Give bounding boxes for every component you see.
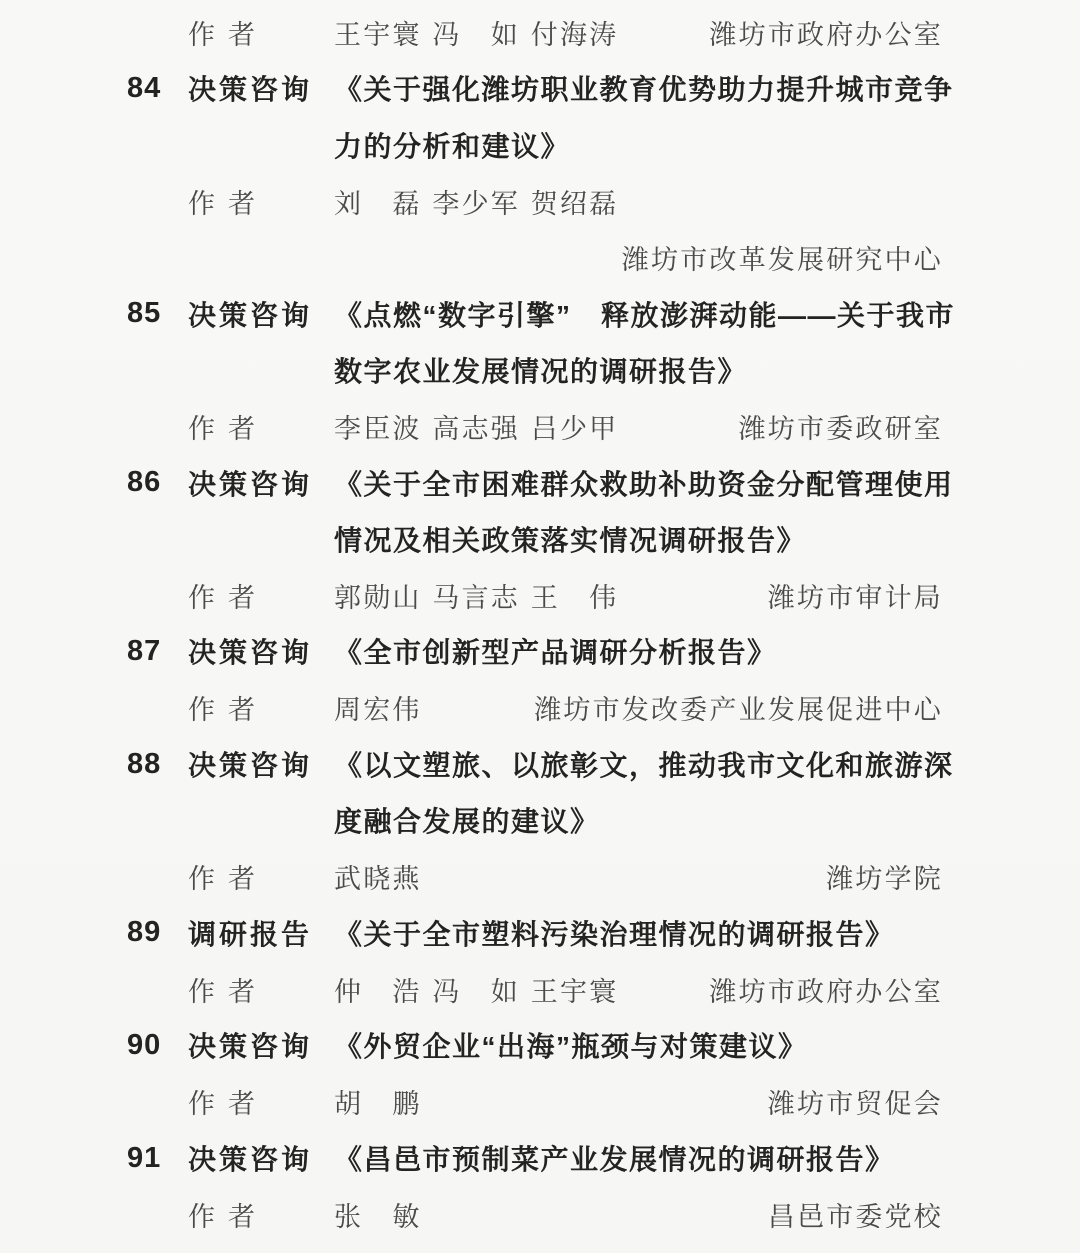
item-title: 《外贸企业“出海”瓶颈与对策建议》 — [334, 1031, 808, 1063]
title-continuation-row — [0, 792, 1080, 848]
item-number: 89 — [127, 916, 162, 949]
author-row — [0, 398, 1080, 454]
item-title-continued: 度融合发展的建议》 — [334, 806, 600, 838]
item-number: 87 — [127, 634, 162, 667]
title-continuation-row — [0, 511, 1080, 567]
item-category: 决策咨询 — [188, 74, 313, 106]
organization: 潍坊市政府办公室 — [709, 19, 943, 51]
author-row — [0, 567, 1080, 623]
item-number: 88 — [127, 747, 162, 780]
author-label: 作 者 — [188, 1089, 258, 1121]
organization: 潍坊市贸促会 — [767, 1089, 943, 1121]
organization: 潍坊市委政研室 — [738, 413, 943, 445]
author-row — [0, 680, 1080, 736]
item-title: 《昌邑市预制菜产业发展情况的调研报告》 — [334, 1144, 895, 1176]
item-category: 决策咨询 — [188, 637, 313, 669]
author-names: 王宇寰 冯 如 付海涛 — [334, 19, 619, 51]
organization: 潍坊市发改委产业发展促进中心 — [534, 695, 943, 727]
author-names: 郭勋山 马言志 王 伟 — [334, 582, 619, 614]
item-title: 《关于强化潍坊职业教育优势助力提升城市竞争 — [334, 74, 954, 106]
item-title-continued: 力的分析和建议》 — [334, 130, 571, 162]
entry-row — [0, 1130, 1080, 1186]
item-number: 90 — [127, 1028, 162, 1061]
item-title: 《点燃“数字引擎” 释放澎湃动能——关于我市 — [334, 299, 956, 331]
entry-row — [0, 905, 1080, 961]
entry-row — [0, 60, 1080, 116]
item-category: 调研报告 — [188, 918, 313, 950]
author-label: 作 者 — [188, 976, 258, 1008]
item-title: 《以文塑旅、以旅彰文，推动我市文化和旅游深 — [334, 750, 954, 781]
item-title: 《全市创新型产品调研分析报告》 — [334, 637, 777, 669]
author-label: 作 者 — [188, 19, 258, 51]
entry-row — [0, 285, 1080, 341]
item-category: 决策咨询 — [188, 299, 313, 331]
entry-row — [0, 454, 1080, 510]
item-number: 86 — [127, 466, 162, 499]
author-label: 作 者 — [188, 864, 258, 896]
item-number: 91 — [127, 1141, 162, 1174]
entry-row — [0, 623, 1080, 679]
author-names: 李臣波 高志强 吕少甲 — [334, 413, 619, 445]
title-continuation-row — [0, 117, 1080, 173]
organization: 昌邑市委党校 — [767, 1201, 943, 1233]
organization: 潍坊市审计局 — [767, 582, 943, 614]
item-category: 决策咨询 — [188, 1144, 313, 1176]
author-names: 周宏伟 — [334, 695, 422, 727]
organization: 潍坊市政府办公室 — [709, 976, 943, 1008]
author-names: 刘 磊 李少军 贺绍磊 — [334, 188, 619, 220]
item-number: 85 — [127, 297, 162, 330]
author-row — [0, 1186, 1080, 1242]
author-label: 作 者 — [188, 582, 258, 614]
author-label: 作 者 — [188, 695, 258, 727]
item-category: 决策咨询 — [188, 1031, 313, 1063]
item-title: 《关于全市塑料污染治理情况的调研报告》 — [334, 918, 895, 950]
item-title-continued: 情况及相关政策落实情况调研报告》 — [334, 524, 807, 556]
organization-row — [0, 229, 1080, 285]
entry-row — [0, 736, 1080, 792]
author-row — [0, 173, 1080, 229]
organization: 潍坊市改革发展研究中心 — [621, 244, 943, 276]
author-names: 仲 浩 冯 如 王宇寰 — [334, 976, 619, 1008]
author-row — [0, 848, 1080, 904]
item-title: 《关于全市困难群众救助补助资金分配管理使用 — [334, 468, 954, 500]
item-category: 决策咨询 — [188, 468, 313, 500]
author-label: 作 者 — [188, 1201, 258, 1233]
entry-row — [0, 1017, 1080, 1073]
item-category: 决策咨询 — [188, 750, 313, 781]
title-continuation-row — [0, 342, 1080, 398]
item-number: 84 — [127, 71, 162, 104]
author-label: 作 者 — [188, 188, 258, 220]
author-names: 张 敏 — [334, 1201, 422, 1233]
item-title-continued: 数字农业发展情况的调研报告》 — [334, 355, 748, 387]
author-label: 作 者 — [188, 413, 258, 445]
author-row — [0, 1074, 1080, 1130]
author-names: 武晓燕 — [334, 864, 422, 896]
author-names: 胡 鹏 — [334, 1089, 422, 1121]
author-row — [0, 961, 1080, 1017]
author-row — [0, 4, 1080, 60]
organization: 潍坊学院 — [826, 864, 943, 896]
